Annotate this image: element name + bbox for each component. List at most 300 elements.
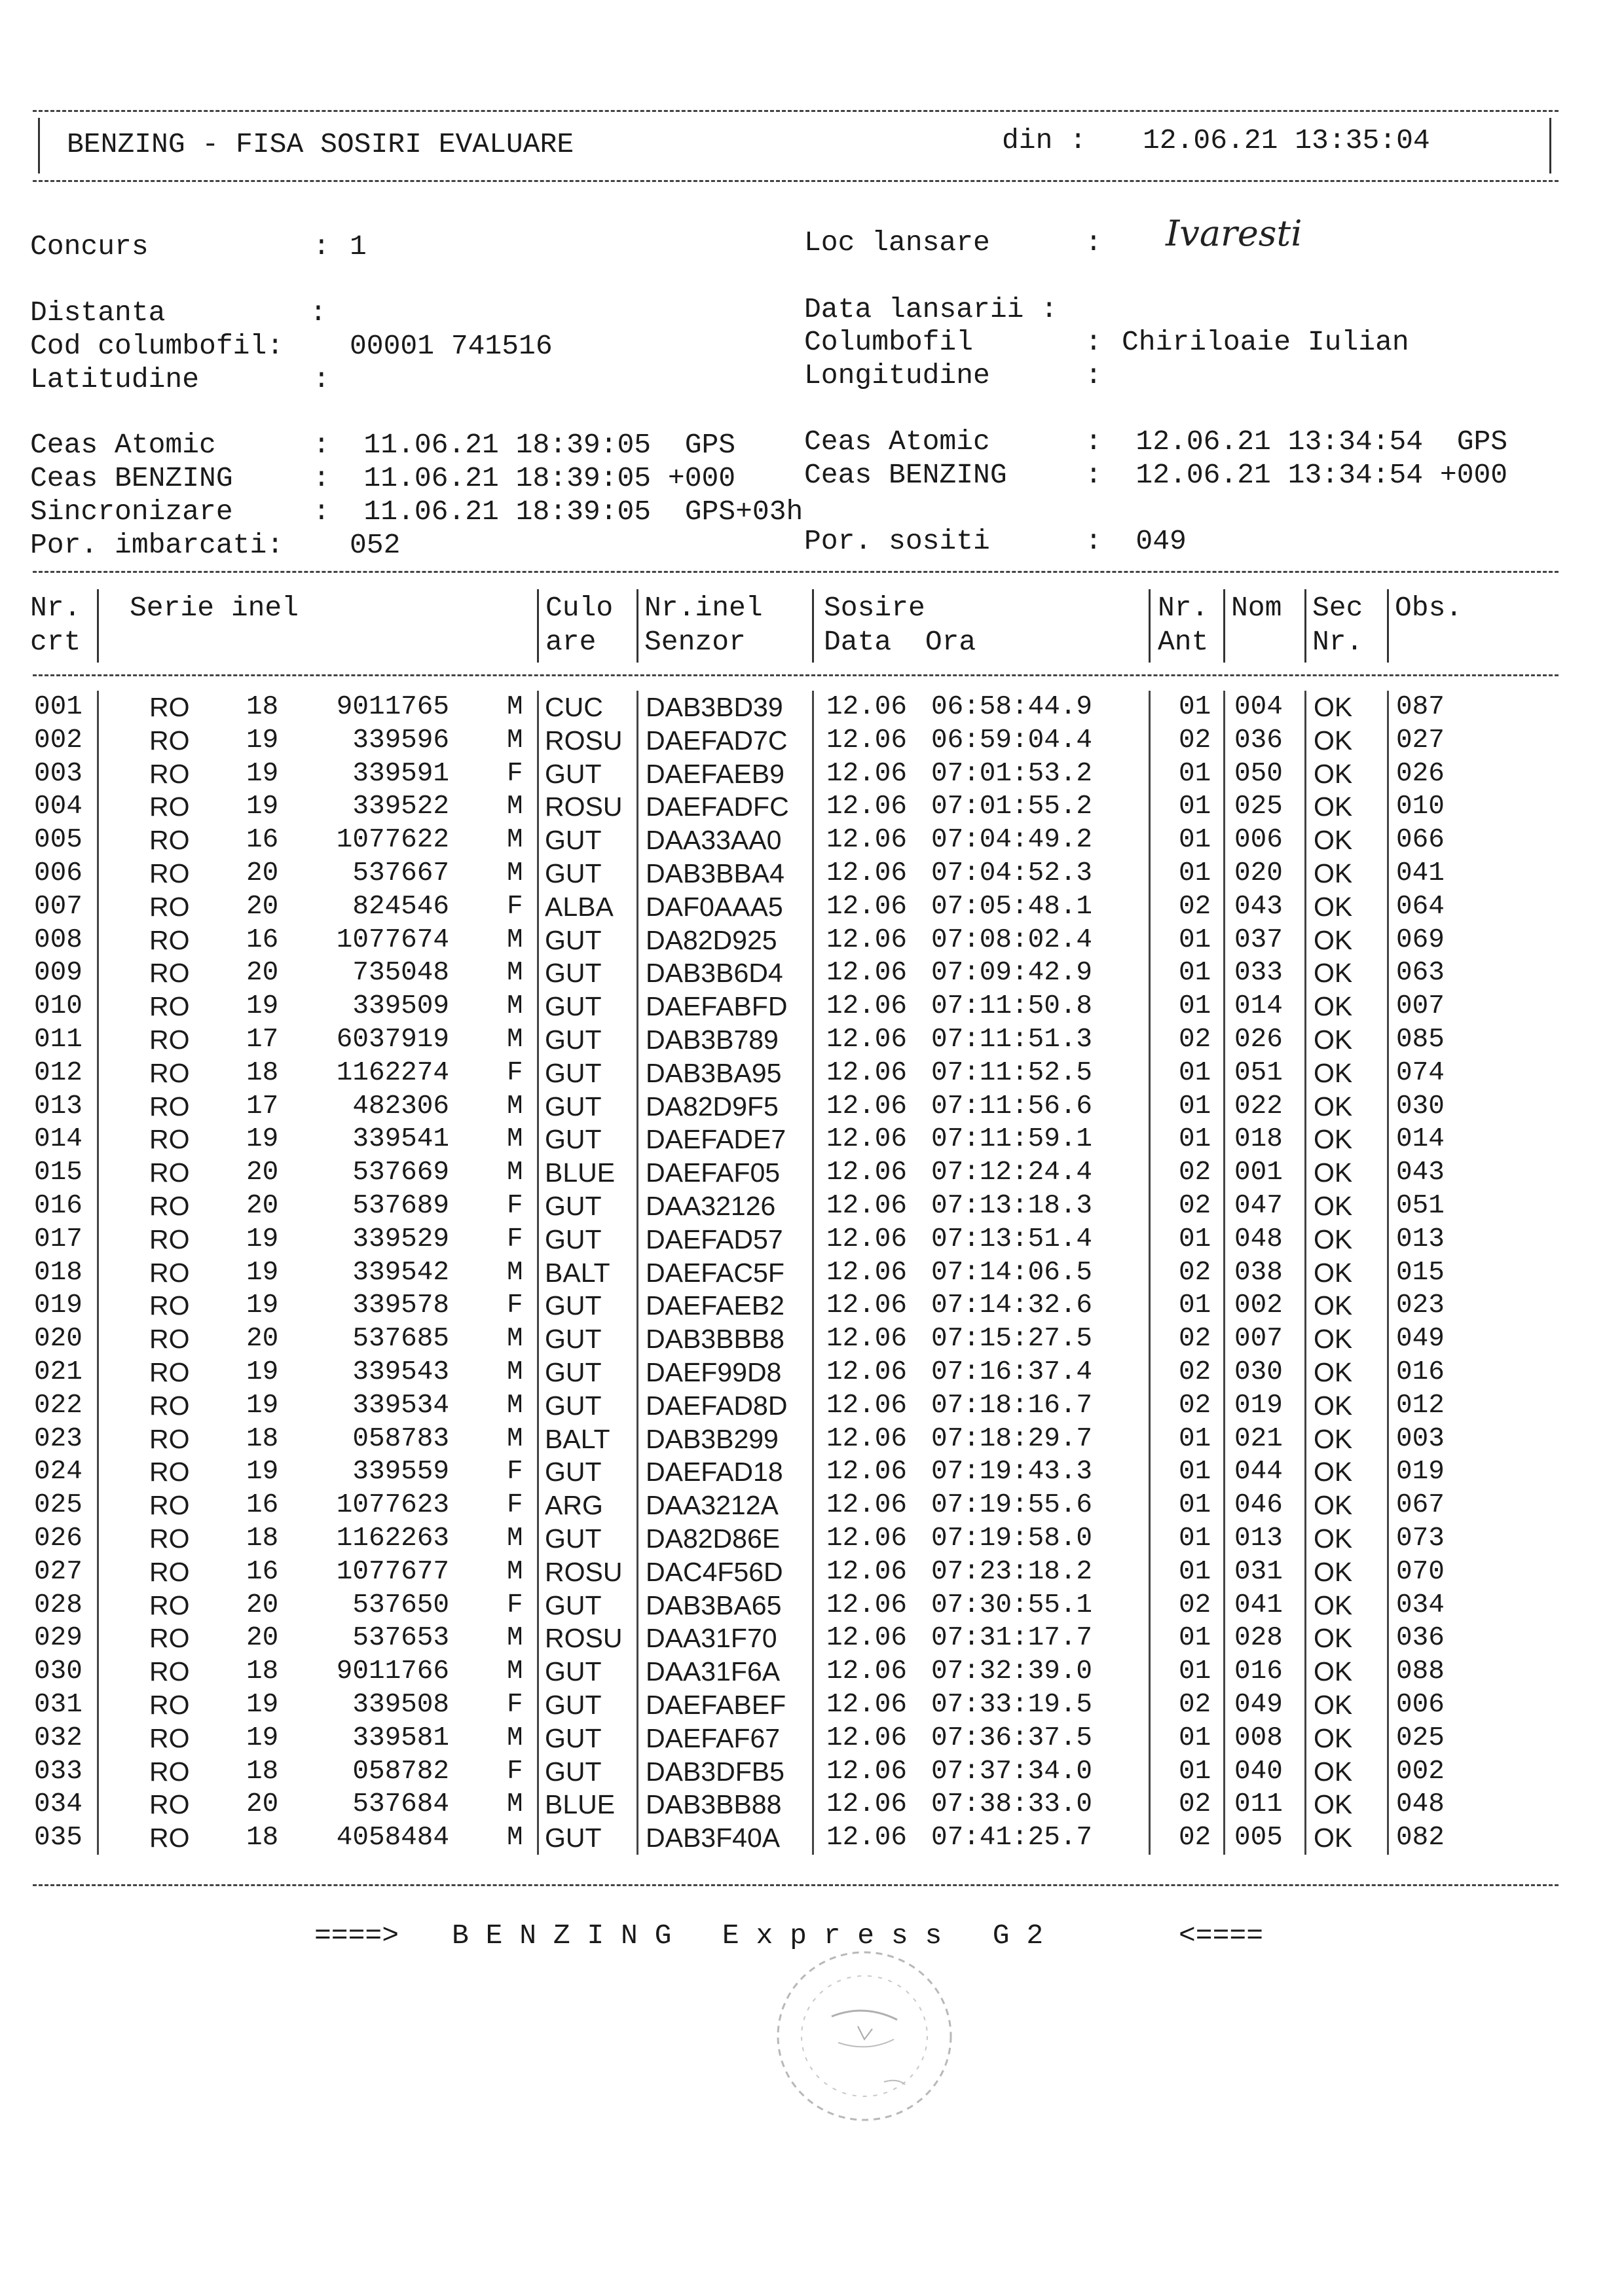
data-lansarii-label: Data lansarii :: [804, 293, 1058, 325]
row-separator: [1387, 1322, 1389, 1356]
title-bottom-rule: [33, 180, 1559, 182]
cell-nr-crt: 022: [34, 1390, 83, 1421]
cell-nr-crt: 008: [34, 924, 83, 955]
row-separator: [812, 1522, 814, 1556]
report-title: BENZING - FISA SOSIRI EVALUARE: [67, 128, 574, 160]
cell-obs: 048: [1396, 1789, 1445, 1820]
cell-arrival-time: 07:01:55.2: [931, 792, 1093, 822]
cell-sec: OK: [1314, 825, 1353, 856]
table-row: [0, 1722, 1624, 1755]
cell-country: RO: [149, 1124, 190, 1155]
cell-antenna: 02: [1179, 1690, 1211, 1720]
row-separator: [1149, 1522, 1151, 1556]
row-separator: [97, 1722, 99, 1755]
cell-nr-crt: 035: [34, 1823, 83, 1853]
cell-sec: OK: [1314, 924, 1353, 955]
row-separator: [1223, 957, 1225, 990]
row-separator: [812, 1489, 814, 1522]
cell-ring-number: 537689: [352, 1191, 449, 1221]
row-separator: [1304, 1556, 1306, 1589]
cell-nom: 014: [1234, 991, 1283, 1022]
row-separator: [637, 1223, 638, 1256]
row-separator: [1223, 1522, 1225, 1556]
table-row: [0, 790, 1624, 824]
row-separator: [812, 1622, 814, 1655]
cell-sec: OK: [1314, 1025, 1353, 1055]
header-sep-6: [1223, 589, 1225, 663]
cell-color: ALBA: [545, 891, 614, 922]
row-separator: [1387, 990, 1389, 1023]
cell-sensor-ring: DAA32126: [646, 1191, 776, 1221]
cell-nom: 016: [1234, 1656, 1283, 1687]
row-separator: [1387, 1589, 1389, 1622]
row-separator: [97, 1589, 99, 1622]
cell-country: RO: [149, 1390, 190, 1421]
row-separator: [537, 790, 539, 824]
row-separator: [537, 757, 539, 791]
cell-ring-number: 339534: [352, 1390, 449, 1421]
row-separator: [1304, 1423, 1306, 1456]
cod-columbofil-label: Cod columbofil:: [30, 330, 284, 362]
row-separator: [1223, 1223, 1225, 1256]
cell-year: 18: [246, 1057, 279, 1088]
cell-arrival-date: 12.06: [826, 1690, 908, 1720]
row-separator: [1387, 1090, 1389, 1123]
row-separator: [812, 1389, 814, 1423]
row-separator: [1149, 1190, 1151, 1223]
cell-arrival-date: 12.06: [826, 1423, 908, 1454]
cell-sensor-ring: DAA31F6A: [646, 1656, 781, 1687]
cell-arrival-time: 07:32:39.0: [931, 1656, 1093, 1687]
row-separator: [637, 824, 638, 857]
table-header-bottom-rule: [33, 674, 1559, 676]
cell-ring-number: 339543: [352, 1357, 449, 1387]
cell-sensor-ring: DAB3BB88: [646, 1789, 782, 1820]
cell-arrival-date: 12.06: [826, 1523, 908, 1554]
cell-nom: 050: [1234, 758, 1283, 789]
cell-country: RO: [149, 1290, 190, 1321]
longitudine-label: Longitudine: [804, 359, 990, 392]
row-separator: [1149, 1556, 1151, 1589]
cell-nom: 013: [1234, 1523, 1283, 1554]
cell-sec: OK: [1314, 1157, 1353, 1188]
cell-sensor-ring: DAA31F70: [646, 1623, 777, 1654]
cell-country: RO: [149, 1091, 190, 1121]
row-separator: [1304, 1622, 1306, 1655]
cell-ring-number: 537653: [352, 1623, 449, 1654]
row-separator: [1223, 1655, 1225, 1688]
cell-ring-number: 1077622: [336, 825, 449, 856]
row-separator: [812, 1322, 814, 1356]
cell-antenna: 01: [1179, 1722, 1211, 1753]
row-separator: [1304, 724, 1306, 757]
row-separator: [1223, 1190, 1225, 1223]
left-ceas-atomic-value: : 11.06.21 18:39:05 GPS: [313, 429, 736, 461]
cell-obs: 073: [1396, 1523, 1445, 1554]
header-obs: Obs.: [1395, 592, 1463, 624]
row-separator: [97, 1356, 99, 1389]
row-separator: [1223, 857, 1225, 890]
row-separator: [1387, 691, 1389, 724]
cell-obs: 027: [1396, 725, 1445, 756]
cell-color: ROSU: [545, 1556, 623, 1587]
table-row: [0, 1190, 1624, 1223]
cell-ring-number: 339591: [352, 758, 449, 789]
cell-year: 19: [246, 1457, 279, 1487]
row-separator: [537, 1057, 539, 1090]
row-separator: [537, 1123, 539, 1156]
row-separator: [97, 857, 99, 890]
row-separator: [97, 1522, 99, 1556]
cell-year: 18: [246, 1523, 279, 1554]
cell-sec: OK: [1314, 1224, 1353, 1254]
cell-arrival-time: 07:33:19.5: [931, 1690, 1093, 1720]
cell-antenna: 02: [1179, 725, 1211, 756]
cell-color: GUT: [545, 924, 602, 955]
cell-obs: 026: [1396, 758, 1445, 789]
cell-antenna: 02: [1179, 1357, 1211, 1387]
cell-nr-crt: 013: [34, 1091, 83, 1121]
cell-color: GUT: [545, 1357, 602, 1387]
cell-ring-number: 339578: [352, 1290, 449, 1321]
cell-sec: OK: [1314, 891, 1353, 922]
cell-year: 18: [246, 692, 279, 722]
cell-ring-number: 339542: [352, 1257, 449, 1288]
row-separator: [637, 1622, 638, 1655]
table-row: [0, 1455, 1624, 1489]
cell-country: RO: [149, 924, 190, 955]
row-separator: [97, 1655, 99, 1688]
table-row: [0, 1522, 1624, 1556]
cell-nom: 008: [1234, 1722, 1283, 1753]
cell-nom: 031: [1234, 1556, 1283, 1587]
cell-sec: OK: [1314, 1257, 1353, 1288]
row-separator: [97, 1455, 99, 1489]
row-separator: [1149, 1289, 1151, 1322]
table-row: [0, 1156, 1624, 1190]
cell-year: 19: [246, 991, 279, 1022]
cell-arrival-date: 12.06: [826, 924, 908, 955]
table-bottom-rule: [33, 1884, 1559, 1886]
table-row: [0, 1123, 1624, 1156]
row-separator: [97, 1289, 99, 1322]
row-separator: [1223, 1057, 1225, 1090]
cell-color: GUT: [545, 1290, 602, 1321]
row-separator: [537, 1322, 539, 1356]
row-separator: [812, 990, 814, 1023]
cell-sec: OK: [1314, 1789, 1353, 1820]
row-separator: [1149, 924, 1151, 957]
cell-sex: F: [507, 1224, 523, 1254]
header-sep-4: [812, 589, 814, 663]
cell-arrival-date: 12.06: [826, 1091, 908, 1121]
row-separator: [1387, 1788, 1389, 1821]
cell-nr-crt: 033: [34, 1756, 83, 1787]
cell-obs: 085: [1396, 1025, 1445, 1055]
row-separator: [1304, 924, 1306, 957]
cell-sex: F: [507, 1756, 523, 1787]
cell-sex: F: [507, 1191, 523, 1221]
cell-sex: F: [507, 891, 523, 922]
row-separator: [1223, 890, 1225, 924]
cell-sec: OK: [1314, 1556, 1353, 1587]
row-separator: [812, 890, 814, 924]
cell-arrival-date: 12.06: [826, 758, 908, 789]
row-separator: [1304, 1023, 1306, 1057]
row-separator: [1223, 1622, 1225, 1655]
cell-arrival-time: 07:04:52.3: [931, 858, 1093, 888]
cell-ring-number: 339596: [352, 725, 449, 756]
stamp-seal-icon: [760, 1938, 969, 2134]
row-separator: [537, 1356, 539, 1389]
header-culoare-2: are: [545, 626, 597, 658]
cell-obs: 006: [1396, 1690, 1445, 1720]
row-separator: [812, 1722, 814, 1755]
cell-obs: 070: [1396, 1556, 1445, 1587]
cell-color: GUT: [545, 825, 602, 856]
cell-year: 19: [246, 792, 279, 822]
cell-nom: 037: [1234, 924, 1283, 955]
cell-ring-number: 537667: [352, 858, 449, 888]
cell-ring-number: 482306: [352, 1091, 449, 1121]
right-ceas-benzing-label: Ceas BENZING: [804, 459, 1007, 491]
cell-country: RO: [149, 1423, 190, 1454]
row-separator: [812, 724, 814, 757]
sincronizare-value: : 11.06.21 18:39:05 GPS+03h: [313, 496, 803, 528]
row-separator: [537, 1423, 539, 1456]
cell-color: GUT: [545, 1756, 602, 1787]
cell-obs: 064: [1396, 891, 1445, 922]
cell-arrival-date: 12.06: [826, 1823, 908, 1853]
footer-left-arrow: ====>: [314, 1920, 399, 1952]
row-separator: [1223, 1821, 1225, 1855]
row-separator: [537, 691, 539, 724]
row-separator: [537, 1589, 539, 1622]
row-separator: [1304, 757, 1306, 791]
cell-year: 17: [246, 1025, 279, 1055]
cell-color: GUT: [545, 1124, 602, 1155]
cell-color: GUT: [545, 991, 602, 1022]
cell-sex: M: [507, 1025, 523, 1055]
concurs-value: 1: [350, 230, 367, 263]
row-separator: [637, 1589, 638, 1622]
cell-arrival-date: 12.06: [826, 1390, 908, 1421]
cell-arrival-date: 12.06: [826, 1224, 908, 1254]
row-separator: [1304, 1489, 1306, 1522]
row-separator: [1149, 1589, 1151, 1622]
table-row: [0, 1589, 1624, 1622]
latitudine-label: Latitudine: [30, 363, 200, 395]
row-separator: [812, 790, 814, 824]
row-separator: [1149, 890, 1151, 924]
table-row: [0, 1655, 1624, 1688]
cell-year: 20: [246, 1623, 279, 1654]
row-separator: [97, 1123, 99, 1156]
cell-nom: 030: [1234, 1357, 1283, 1387]
cell-country: RO: [149, 1789, 190, 1820]
cell-nr-crt: 020: [34, 1324, 83, 1355]
cell-sensor-ring: DAB3B6D4: [646, 958, 783, 989]
cell-antenna: 02: [1179, 1590, 1211, 1620]
cell-obs: 063: [1396, 958, 1445, 989]
cell-sec: OK: [1314, 1124, 1353, 1155]
row-separator: [97, 1023, 99, 1057]
cell-arrival-date: 12.06: [826, 1157, 908, 1188]
cell-sex: M: [507, 1423, 523, 1454]
cell-country: RO: [149, 891, 190, 922]
row-separator: [537, 1688, 539, 1722]
cell-year: 19: [246, 1357, 279, 1387]
cell-sec: OK: [1314, 1390, 1353, 1421]
cell-sensor-ring: DAA33AA0: [646, 825, 782, 856]
row-separator: [1387, 1023, 1389, 1057]
cell-antenna: 01: [1179, 692, 1211, 722]
cell-sec: OK: [1314, 792, 1353, 822]
cell-sec: OK: [1314, 858, 1353, 888]
header-culoare-1: Culo: [545, 592, 614, 624]
cell-year: 18: [246, 1823, 279, 1853]
row-separator: [537, 1223, 539, 1256]
table-row: [0, 1489, 1624, 1522]
row-separator: [537, 957, 539, 990]
row-separator: [1387, 1622, 1389, 1655]
cell-year: 20: [246, 891, 279, 922]
row-separator: [97, 1556, 99, 1589]
row-separator: [1304, 1289, 1306, 1322]
row-separator: [812, 1755, 814, 1789]
cell-nom: 040: [1234, 1756, 1283, 1787]
cell-year: 19: [246, 1390, 279, 1421]
cell-sex: M: [507, 1390, 523, 1421]
row-separator: [97, 1057, 99, 1090]
cell-nr-crt: 005: [34, 825, 83, 856]
report-date-value: 12.06.21 13:35:04: [1143, 124, 1430, 156]
cell-nr-crt: 003: [34, 758, 83, 789]
row-separator: [1149, 1755, 1151, 1789]
cell-country: RO: [149, 1556, 190, 1587]
cell-antenna: 01: [1179, 1124, 1211, 1155]
cell-color: GUT: [545, 1025, 602, 1055]
row-separator: [1223, 1556, 1225, 1589]
distanta-sep: :: [310, 297, 327, 329]
cell-arrival-time: 07:19:55.6: [931, 1490, 1093, 1521]
columbofil-value: Chiriloaie Iulian: [1122, 326, 1409, 358]
cell-sensor-ring: DAEFAD57: [646, 1224, 783, 1254]
cell-arrival-date: 12.06: [826, 825, 908, 856]
row-separator: [1149, 824, 1151, 857]
row-separator: [1149, 1655, 1151, 1688]
cell-obs: 003: [1396, 1423, 1445, 1454]
row-separator: [1304, 1123, 1306, 1156]
cell-arrival-date: 12.06: [826, 1357, 908, 1387]
cell-color: GUT: [545, 1523, 602, 1554]
row-separator: [637, 790, 638, 824]
cell-color: ROSU: [545, 792, 623, 822]
cell-sex: F: [507, 1457, 523, 1487]
cell-nom: 043: [1234, 891, 1283, 922]
row-separator: [1149, 1622, 1151, 1655]
row-separator: [1223, 1722, 1225, 1755]
row-separator: [637, 1190, 638, 1223]
cell-arrival-date: 12.06: [826, 1490, 908, 1521]
row-separator: [1304, 1356, 1306, 1389]
row-separator: [1304, 1057, 1306, 1090]
row-separator: [1387, 1423, 1389, 1456]
cell-sec: OK: [1314, 758, 1353, 789]
cell-arrival-date: 12.06: [826, 1756, 908, 1787]
cell-color: GUT: [545, 1057, 602, 1088]
row-separator: [1304, 1322, 1306, 1356]
row-separator: [1387, 1057, 1389, 1090]
cell-year: 20: [246, 1157, 279, 1188]
cell-color: GUT: [545, 1390, 602, 1421]
cell-arrival-time: 07:41:25.7: [931, 1823, 1093, 1853]
left-ceas-atomic-label: Ceas Atomic: [30, 429, 216, 461]
row-separator: [637, 1356, 638, 1389]
cell-ring-number: 9011766: [336, 1656, 449, 1687]
cell-sex: M: [507, 1823, 523, 1853]
cell-country: RO: [149, 1722, 190, 1753]
cell-arrival-time: 07:09:42.9: [931, 958, 1093, 989]
cell-sensor-ring: DAEFAD18: [646, 1457, 783, 1487]
row-separator: [1387, 1722, 1389, 1755]
header-data-ora: Data Ora: [824, 626, 976, 658]
row-separator: [1304, 824, 1306, 857]
row-separator: [812, 1356, 814, 1389]
row-separator: [97, 824, 99, 857]
cell-arrival-date: 12.06: [826, 891, 908, 922]
cell-country: RO: [149, 692, 190, 722]
cell-antenna: 01: [1179, 858, 1211, 888]
row-separator: [637, 1057, 638, 1090]
cell-color: BALT: [545, 1257, 610, 1288]
cell-color: GUT: [545, 1823, 602, 1853]
row-separator: [1149, 1223, 1151, 1256]
cell-year: 19: [246, 758, 279, 789]
cell-nom: 036: [1234, 725, 1283, 756]
cell-arrival-time: 07:19:58.0: [931, 1523, 1093, 1554]
cell-sec: OK: [1314, 1690, 1353, 1720]
row-separator: [1149, 1489, 1151, 1522]
row-separator: [637, 1455, 638, 1489]
cell-antenna: 02: [1179, 1823, 1211, 1853]
row-separator: [97, 1256, 99, 1290]
cell-arrival-time: 07:11:51.3: [931, 1025, 1093, 1055]
cell-sensor-ring: DAEFAEB9: [646, 758, 784, 789]
cell-obs: 041: [1396, 858, 1445, 888]
header-sep-3: [637, 589, 638, 663]
table-row: [0, 1423, 1624, 1456]
cell-obs: 014: [1396, 1124, 1445, 1155]
concurs-sep: :: [313, 230, 330, 263]
row-separator: [1304, 1389, 1306, 1423]
cell-sex: F: [507, 1057, 523, 1088]
row-separator: [1387, 790, 1389, 824]
row-separator: [1304, 890, 1306, 924]
cell-country: RO: [149, 1823, 190, 1853]
cell-year: 20: [246, 1590, 279, 1620]
cell-sensor-ring: DAEFAEB2: [646, 1290, 784, 1321]
table-row: [0, 1023, 1624, 1057]
cell-obs: 069: [1396, 924, 1445, 955]
cell-country: RO: [149, 958, 190, 989]
row-separator: [637, 691, 638, 724]
row-separator: [97, 1489, 99, 1522]
cell-country: RO: [149, 1224, 190, 1254]
row-separator: [1387, 1455, 1389, 1489]
table-row: [0, 1256, 1624, 1290]
cell-nr-crt: 009: [34, 958, 83, 989]
